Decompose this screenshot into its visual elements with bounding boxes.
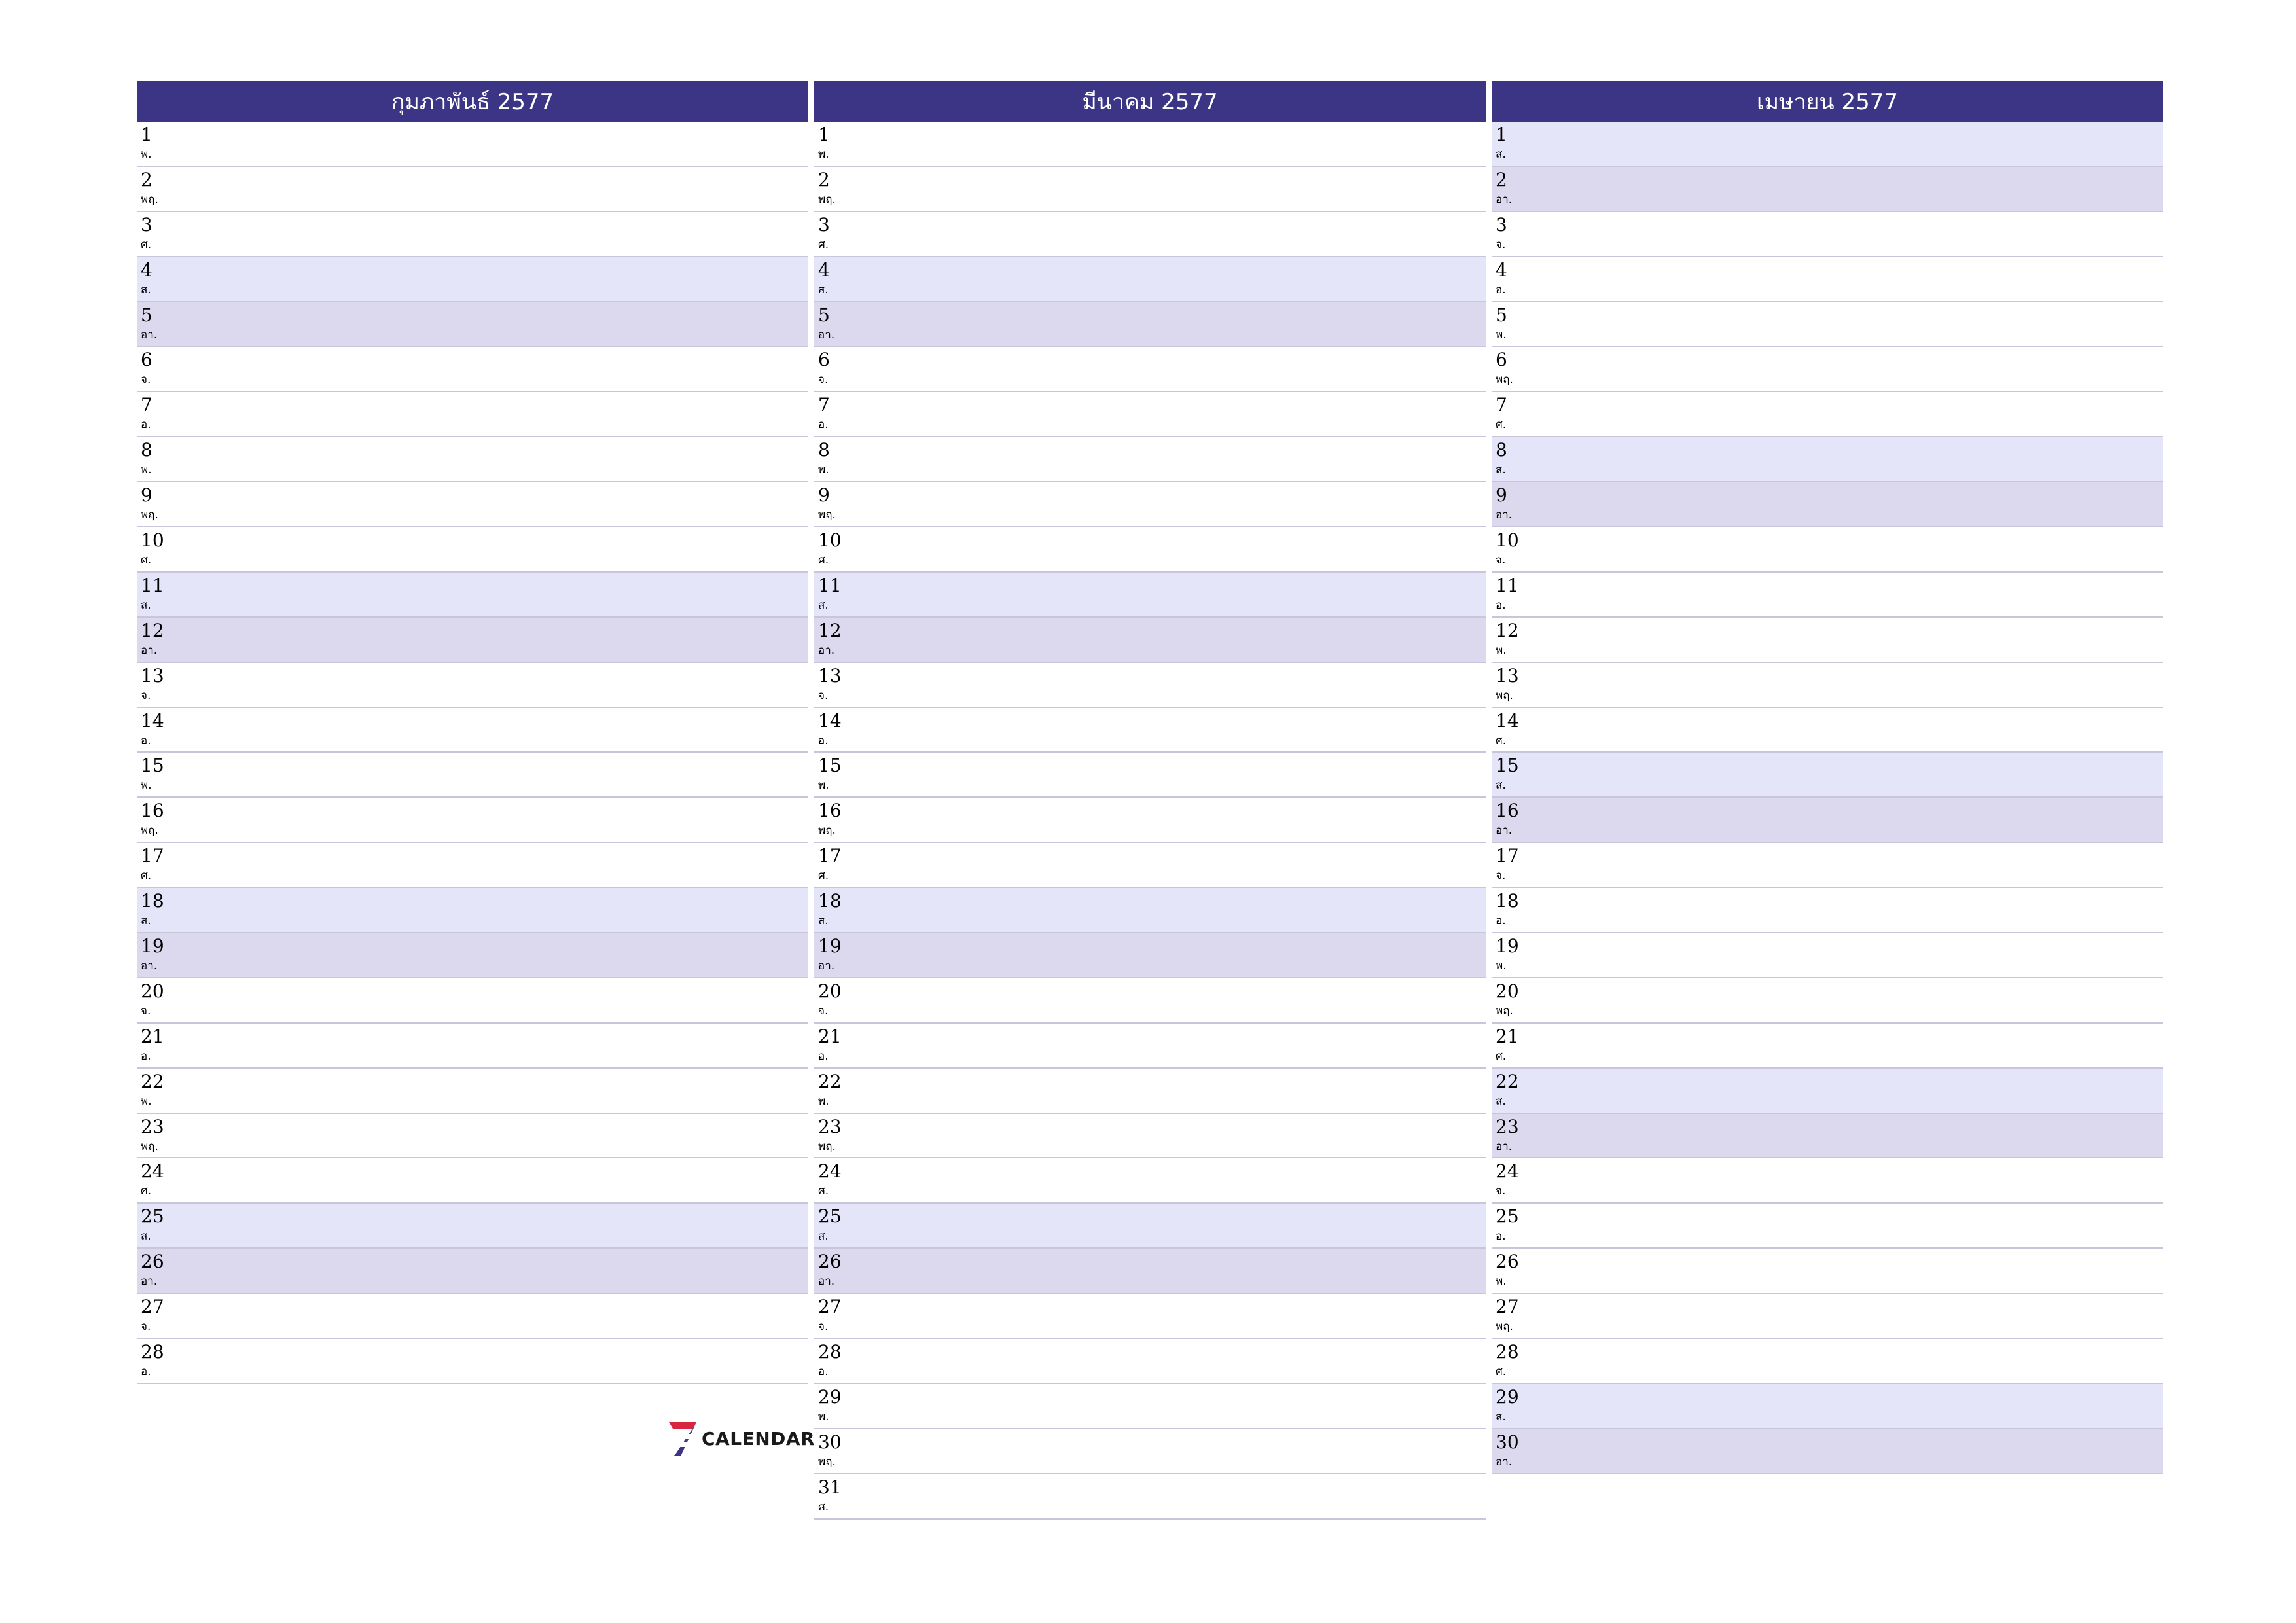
day-row[interactable] xyxy=(814,212,1486,257)
day-row[interactable] xyxy=(1492,1294,2163,1339)
day-row[interactable] xyxy=(137,933,808,978)
logo-text: CALENDAR xyxy=(702,1427,816,1450)
weekday-label: ส. xyxy=(1496,1410,1506,1423)
day-row[interactable] xyxy=(1492,257,2163,302)
day-number: 4 xyxy=(141,259,152,281)
day-row[interactable] xyxy=(814,1339,1486,1384)
day-row[interactable] xyxy=(137,212,808,257)
day-number: 13 xyxy=(1496,664,1519,687)
weekday-label: ส. xyxy=(818,914,829,928)
weekday-label: พฤ. xyxy=(1496,373,1513,387)
day-number: 18 xyxy=(1496,890,1519,912)
day-number: 5 xyxy=(1496,304,1507,326)
weekday-label: ส. xyxy=(1496,463,1506,477)
day-number: 6 xyxy=(1496,349,1507,371)
weekday-label: จ. xyxy=(818,688,829,702)
day-number: 21 xyxy=(1496,1025,1519,1047)
day-row[interactable] xyxy=(1492,1429,2163,1474)
day-row[interactable] xyxy=(814,1474,1486,1520)
weekday-label: อ. xyxy=(818,734,829,747)
day-row[interactable] xyxy=(814,573,1486,618)
day-list xyxy=(814,122,1486,1520)
weekday-label: อ. xyxy=(1496,1230,1506,1243)
weekday-label: พ. xyxy=(818,148,829,161)
day-row[interactable] xyxy=(137,302,808,348)
day-number: 23 xyxy=(818,1115,842,1137)
day-row[interactable] xyxy=(137,618,808,663)
day-row[interactable] xyxy=(814,167,1486,212)
weekday-label: จ. xyxy=(141,1320,151,1334)
weekday-label: อา. xyxy=(818,328,835,342)
day-row[interactable] xyxy=(1492,843,2163,888)
weekday-label: ส. xyxy=(1496,148,1506,161)
weekday-label: พฤ. xyxy=(818,192,836,206)
weekday-label: ศ. xyxy=(141,554,152,567)
day-row[interactable] xyxy=(814,527,1486,573)
day-number: 23 xyxy=(1496,1115,1519,1137)
day-number: 9 xyxy=(1496,484,1507,507)
weekday-label: ศ. xyxy=(141,238,152,251)
weekday-label: ส. xyxy=(1496,1094,1506,1108)
weekday-label: พฤ. xyxy=(141,508,158,522)
day-number: 1 xyxy=(818,124,830,145)
month-march xyxy=(814,81,1486,1520)
day-row[interactable] xyxy=(814,1024,1486,1069)
day-number: 27 xyxy=(141,1296,164,1318)
day-row[interactable] xyxy=(814,437,1486,482)
day-number: 12 xyxy=(1496,619,1519,641)
weekday-label: จ. xyxy=(141,688,151,702)
day-row[interactable] xyxy=(1492,167,2163,212)
weekday-label: ส. xyxy=(141,283,151,296)
weekday-label: ศ. xyxy=(818,869,829,883)
day-row[interactable] xyxy=(137,527,808,573)
month-february xyxy=(137,81,808,1384)
weekday-label: พฤ. xyxy=(1496,688,1513,702)
day-row[interactable] xyxy=(1492,527,2163,573)
day-row[interactable] xyxy=(137,482,808,527)
day-row[interactable] xyxy=(1492,708,2163,753)
weekday-label: พ. xyxy=(141,779,152,793)
weekday-label: พ. xyxy=(1496,1275,1507,1289)
weekday-label: อ. xyxy=(141,734,151,747)
day-number: 15 xyxy=(818,755,842,777)
day-number: 22 xyxy=(141,1070,164,1092)
day-row[interactable] xyxy=(137,347,808,392)
day-number: 30 xyxy=(818,1431,842,1453)
day-number: 13 xyxy=(818,664,842,687)
day-row[interactable] xyxy=(1492,1384,2163,1429)
weekday-label: ศ. xyxy=(141,869,152,883)
weekday-label: พ. xyxy=(141,463,152,477)
weekday-label: อ. xyxy=(818,418,829,432)
day-number: 26 xyxy=(818,1251,842,1273)
day-number: 8 xyxy=(141,439,152,461)
day-row[interactable] xyxy=(137,1024,808,1069)
day-row[interactable] xyxy=(814,1114,1486,1159)
day-number: 2 xyxy=(1496,168,1507,190)
day-number: 27 xyxy=(818,1296,842,1318)
weekday-label: พ. xyxy=(818,1410,829,1423)
day-row[interactable] xyxy=(137,843,808,888)
weekday-label: จ. xyxy=(818,1320,829,1334)
day-row[interactable] xyxy=(137,1294,808,1339)
day-number: 19 xyxy=(818,935,842,957)
weekday-label: จ. xyxy=(818,373,829,387)
weekday-label: ศ. xyxy=(1496,418,1507,432)
day-row[interactable] xyxy=(137,798,808,843)
day-row[interactable] xyxy=(814,843,1486,888)
weekday-label: อา. xyxy=(1496,508,1513,522)
day-number: 22 xyxy=(818,1070,842,1092)
day-row[interactable] xyxy=(137,1069,808,1114)
day-number: 24 xyxy=(1496,1160,1519,1183)
day-row[interactable] xyxy=(814,392,1486,437)
weekday-label: อ. xyxy=(141,418,151,432)
day-row[interactable] xyxy=(137,122,808,167)
day-number: 14 xyxy=(818,709,842,732)
day-number: 15 xyxy=(141,755,164,777)
day-row[interactable] xyxy=(137,663,808,708)
day-row[interactable] xyxy=(137,1339,808,1384)
weekday-label: พฤ. xyxy=(818,824,836,838)
day-number: 22 xyxy=(1496,1070,1519,1092)
day-row[interactable] xyxy=(1492,618,2163,663)
weekday-label: จ. xyxy=(141,1004,151,1018)
day-row[interactable] xyxy=(1492,1158,2163,1204)
weekday-label: อ. xyxy=(1496,914,1506,928)
day-number: 5 xyxy=(141,304,152,326)
day-number: 9 xyxy=(141,484,152,507)
day-number: 19 xyxy=(1496,935,1519,957)
weekday-label: อ. xyxy=(1496,283,1506,296)
day-row[interactable] xyxy=(814,663,1486,708)
month-title: เมษายน 2577 xyxy=(1492,81,2163,122)
day-number: 2 xyxy=(141,168,152,190)
day-number: 3 xyxy=(1496,213,1507,236)
month-april xyxy=(1492,81,2163,1474)
weekday-label: ศ. xyxy=(1496,734,1507,747)
day-row[interactable] xyxy=(1492,1114,2163,1159)
weekday-label: ศ. xyxy=(818,238,829,251)
day-number: 26 xyxy=(141,1251,164,1273)
day-row[interactable] xyxy=(814,708,1486,753)
weekday-label: พฤ. xyxy=(1496,1004,1513,1018)
day-row[interactable] xyxy=(814,933,1486,978)
day-row[interactable] xyxy=(137,1204,808,1249)
weekday-label: จ. xyxy=(818,1004,829,1018)
weekday-label: อา. xyxy=(1496,1139,1513,1153)
weekday-label: ส. xyxy=(818,1230,829,1243)
day-number: 16 xyxy=(141,800,164,822)
weekday-label: อ. xyxy=(818,1365,829,1379)
day-number: 6 xyxy=(141,349,152,371)
day-number: 21 xyxy=(141,1025,164,1047)
day-number: 16 xyxy=(818,800,842,822)
day-row[interactable] xyxy=(814,1069,1486,1114)
day-number: 17 xyxy=(1496,845,1519,867)
day-number: 11 xyxy=(1496,574,1519,596)
day-row[interactable] xyxy=(137,437,808,482)
day-number: 28 xyxy=(1496,1341,1519,1363)
weekday-label: อ. xyxy=(1496,598,1506,612)
day-number: 12 xyxy=(818,619,842,641)
weekday-label: อา. xyxy=(818,1275,835,1289)
weekday-label: พฤ. xyxy=(141,824,158,838)
day-number: 8 xyxy=(1496,439,1507,461)
day-row[interactable] xyxy=(814,798,1486,843)
day-number: 29 xyxy=(818,1385,842,1408)
day-row[interactable] xyxy=(814,347,1486,392)
day-number: 4 xyxy=(1496,259,1507,281)
weekday-label: อา. xyxy=(818,959,835,973)
day-row[interactable] xyxy=(814,753,1486,798)
weekday-label: จ. xyxy=(1496,554,1506,567)
day-number: 13 xyxy=(141,664,164,687)
day-number: 12 xyxy=(141,619,164,641)
day-row[interactable] xyxy=(814,1294,1486,1339)
day-row[interactable] xyxy=(1492,663,2163,708)
day-number: 23 xyxy=(141,1115,164,1137)
weekday-label: ศ. xyxy=(1496,1365,1507,1379)
day-row[interactable] xyxy=(814,482,1486,527)
day-row[interactable] xyxy=(814,1158,1486,1204)
day-row[interactable] xyxy=(1492,1339,2163,1384)
day-row[interactable] xyxy=(814,1429,1486,1474)
day-row[interactable] xyxy=(814,302,1486,348)
day-row[interactable] xyxy=(1492,978,2163,1024)
day-number: 30 xyxy=(1496,1431,1519,1453)
day-row[interactable] xyxy=(1492,212,2163,257)
weekday-label: อา. xyxy=(1496,192,1513,206)
day-number: 2 xyxy=(818,168,830,190)
weekday-label: พ. xyxy=(141,148,152,161)
day-number: 14 xyxy=(1496,709,1519,732)
day-row[interactable] xyxy=(137,1249,808,1294)
weekday-label: อ. xyxy=(141,1049,151,1063)
day-number: 11 xyxy=(818,574,842,596)
weekday-label: ส. xyxy=(141,1230,151,1243)
day-row[interactable] xyxy=(814,257,1486,302)
weekday-label: ส. xyxy=(141,598,151,612)
brand-logo[interactable] xyxy=(666,1419,815,1458)
day-number: 5 xyxy=(818,304,830,326)
day-row[interactable] xyxy=(137,1114,808,1159)
weekday-label: อา. xyxy=(141,1275,158,1289)
day-list xyxy=(1492,122,2163,1474)
day-row[interactable] xyxy=(137,888,808,933)
weekday-label: พฤ. xyxy=(141,1139,158,1153)
weekday-label: พ. xyxy=(1496,959,1507,973)
day-number: 28 xyxy=(818,1341,842,1363)
day-number: 25 xyxy=(1496,1205,1519,1228)
weekday-label: อา. xyxy=(141,959,158,973)
day-row[interactable] xyxy=(1492,888,2163,933)
month-title: กุมภาพันธ์ 2577 xyxy=(137,81,808,122)
weekday-label: พ. xyxy=(1496,328,1507,342)
day-row[interactable] xyxy=(1492,753,2163,798)
weekday-label: พฤ. xyxy=(818,508,836,522)
day-row[interactable] xyxy=(1492,1024,2163,1069)
day-row[interactable] xyxy=(137,708,808,753)
day-number: 18 xyxy=(141,890,164,912)
weekday-label: ศ. xyxy=(818,1185,829,1198)
weekday-label: จ. xyxy=(1496,238,1506,251)
day-row[interactable] xyxy=(1492,482,2163,527)
weekday-label: พ. xyxy=(818,1094,829,1108)
weekday-label: อ. xyxy=(141,1365,151,1379)
day-number: 3 xyxy=(818,213,830,236)
day-row[interactable] xyxy=(1492,302,2163,348)
day-number: 31 xyxy=(818,1476,842,1498)
weekday-label: ศ. xyxy=(1496,1049,1507,1063)
day-row[interactable] xyxy=(137,392,808,437)
day-number: 10 xyxy=(818,529,842,552)
day-number: 10 xyxy=(141,529,164,552)
weekday-label: อา. xyxy=(1496,824,1513,838)
day-row[interactable] xyxy=(1492,1069,2163,1114)
day-number: 20 xyxy=(818,980,842,1002)
day-number: 14 xyxy=(141,709,164,732)
day-number: 28 xyxy=(141,1341,164,1363)
day-number: 7 xyxy=(818,394,830,416)
day-row[interactable] xyxy=(814,618,1486,663)
day-number: 21 xyxy=(818,1025,842,1047)
day-number: 6 xyxy=(818,349,830,371)
day-row[interactable] xyxy=(1492,573,2163,618)
day-number: 19 xyxy=(141,935,164,957)
weekday-label: พฤ. xyxy=(1496,1320,1513,1334)
weekday-label: พ. xyxy=(1496,643,1507,657)
day-row[interactable] xyxy=(1492,392,2163,437)
day-number: 15 xyxy=(1496,755,1519,777)
day-row[interactable] xyxy=(137,573,808,618)
weekday-label: ศ. xyxy=(818,554,829,567)
day-number: 8 xyxy=(818,439,830,461)
day-number: 20 xyxy=(1496,980,1519,1002)
day-row[interactable] xyxy=(1492,1249,2163,1294)
day-number: 1 xyxy=(141,124,152,145)
weekday-label: พ. xyxy=(818,779,829,793)
day-number: 17 xyxy=(818,845,842,867)
day-number: 7 xyxy=(1496,394,1507,416)
day-row[interactable] xyxy=(137,978,808,1024)
day-row[interactable] xyxy=(1492,798,2163,843)
day-row[interactable] xyxy=(137,1158,808,1204)
weekday-label: พฤ. xyxy=(818,1455,836,1469)
day-row[interactable] xyxy=(814,1204,1486,1249)
weekday-label: ศ. xyxy=(141,1185,152,1198)
day-number: 4 xyxy=(818,259,830,281)
day-row[interactable] xyxy=(1492,437,2163,482)
day-number: 20 xyxy=(141,980,164,1002)
day-number: 24 xyxy=(141,1160,164,1183)
day-number: 9 xyxy=(818,484,830,507)
day-row[interactable] xyxy=(1492,1204,2163,1249)
weekday-label: พ. xyxy=(141,1094,152,1108)
day-number: 16 xyxy=(1496,800,1519,822)
day-row[interactable] xyxy=(137,257,808,302)
weekday-label: พ. xyxy=(818,463,829,477)
weekday-label: ส. xyxy=(141,914,151,928)
day-row[interactable] xyxy=(814,122,1486,167)
day-number: 25 xyxy=(818,1205,842,1228)
day-number: 3 xyxy=(141,213,152,236)
day-number: 18 xyxy=(818,890,842,912)
weekday-label: อ. xyxy=(818,1049,829,1063)
day-row[interactable] xyxy=(1492,122,2163,167)
weekday-label: พฤ. xyxy=(141,192,158,206)
weekday-label: จ. xyxy=(1496,1185,1506,1198)
day-number: 25 xyxy=(141,1205,164,1228)
day-number: 27 xyxy=(1496,1296,1519,1318)
day-list xyxy=(137,122,808,1384)
day-row[interactable] xyxy=(814,1249,1486,1294)
weekday-label: ส. xyxy=(1496,779,1506,793)
weekday-label: ศ. xyxy=(818,1500,829,1514)
weekday-label: ส. xyxy=(818,598,829,612)
weekday-label: จ. xyxy=(141,373,151,387)
day-row[interactable] xyxy=(137,753,808,798)
day-number: 10 xyxy=(1496,529,1519,552)
day-number: 7 xyxy=(141,394,152,416)
weekday-label: อา. xyxy=(1496,1455,1513,1469)
day-number: 17 xyxy=(141,845,164,867)
day-row[interactable] xyxy=(814,1384,1486,1429)
seven-logo-icon xyxy=(666,1419,698,1457)
day-row[interactable] xyxy=(814,978,1486,1024)
day-number: 26 xyxy=(1496,1251,1519,1273)
weekday-label: จ. xyxy=(1496,869,1506,883)
day-row[interactable] xyxy=(1492,347,2163,392)
day-number: 29 xyxy=(1496,1385,1519,1408)
day-number: 11 xyxy=(141,574,164,596)
weekday-label: ส. xyxy=(818,283,829,296)
day-number: 1 xyxy=(1496,124,1507,145)
weekday-label: อา. xyxy=(141,643,158,657)
weekday-label: พฤ. xyxy=(818,1139,836,1153)
day-row[interactable] xyxy=(1492,933,2163,978)
day-row[interactable] xyxy=(137,167,808,212)
weekday-label: อา. xyxy=(141,328,158,342)
month-title: มีนาคม 2577 xyxy=(814,81,1486,122)
weekday-label: อา. xyxy=(818,643,835,657)
day-number: 24 xyxy=(818,1160,842,1183)
day-row[interactable] xyxy=(814,888,1486,933)
